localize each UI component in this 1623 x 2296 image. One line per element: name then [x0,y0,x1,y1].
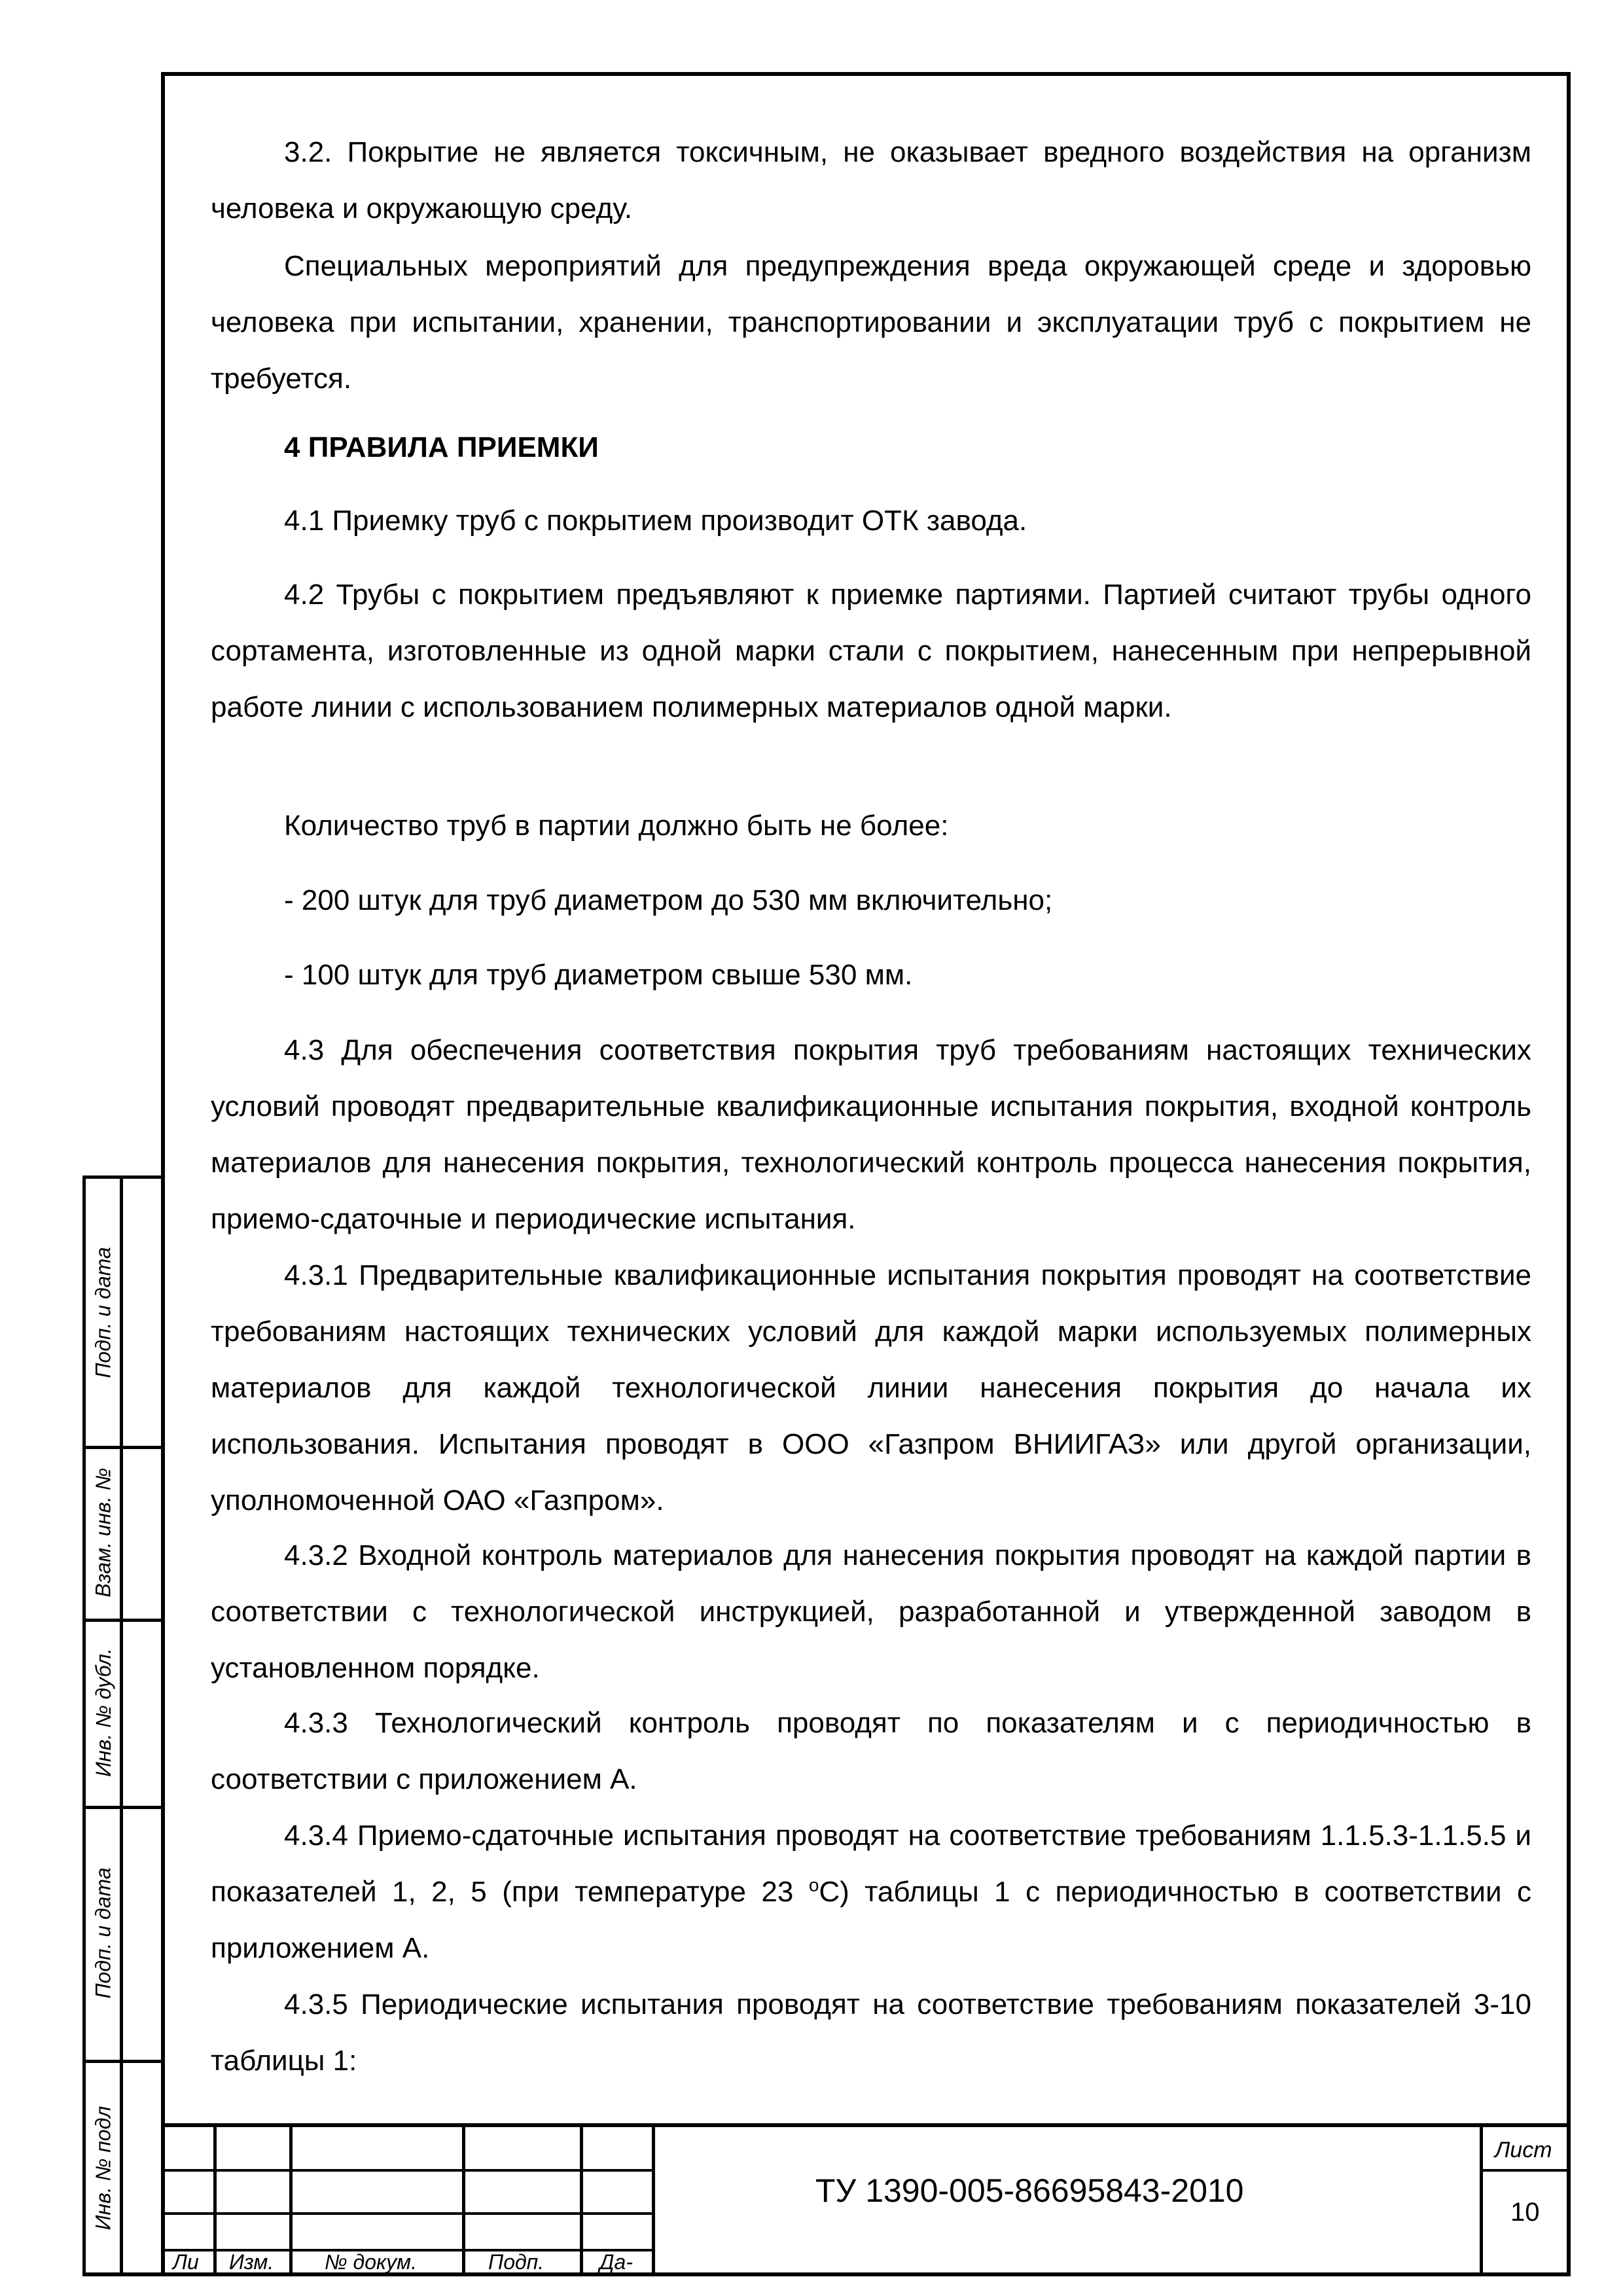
side-label-vzam-inv: Взам. инв. № [91,1467,115,1597]
title-block-vline [652,2127,655,2276]
title-block-vline [580,2127,583,2276]
paragraph-text: 4.3.4 Приемо-сдаточные испытания проводят на соответствие требованиям 1.1.5.3-1.1.5.5 и показателей 1, 2, 5 (при температуре 23 [211,1820,1531,1908]
title-block-vline [1480,2127,1483,2276]
paragraph [211,1808,1531,1977]
paragraph: 4.2 Трубы с покрытием предъявляют к приемке партиями. Партией считают трубы одного сортамента, изготовленные из одной марки стали с покрытием, нанесенным при непрерывной работе линии с использованием полимерных материалов одной марки. [211,579,1531,723]
side-label-inv-dubl: Инв. № дубл. [91,1647,115,1777]
paragraph: 4.1 Приемку труб с покрытием производит ОТК завода. [284,505,1027,537]
title-block-hline [161,2212,652,2215]
stamp-col-podp: Подп. [488,2250,544,2274]
degree-sign: о [808,1874,819,1895]
side-stamp-divider [120,1179,123,2272]
title-block-vline [289,2127,293,2276]
title-block-vline [462,2127,465,2276]
list-item: - 100 штук для труб диаметром свыше 530 мм. [284,959,913,991]
paragraph: 4.3.3 Технологический контроль проводят по показателям и с периодичностью в соответствии с приложением А. [211,1707,1531,1795]
side-label-podp-data-upper: Подп. и дата [91,1246,115,1378]
stamp-col-da: Да- [599,2250,633,2274]
sheet-label: Лист [1495,2138,1552,2162]
stamp-col-li: Ли [173,2250,199,2274]
paragraph: 3.2. Покрытие не является токсичным, не оказывает вредного воздействия на организм человека и окружающую среду. [211,136,1531,224]
paragraph: 4.3.5 Периодические испытания проводят на соответствие требованиям показателей 3-10 таблицы 1: [211,1988,1531,2077]
stamp-col-izm: Изм. [229,2250,274,2274]
side-label-inv-podl: Инв. № подл [91,2106,115,2230]
paragraph: 4.3 Для обеспечения соответствия покрытия труб требованиям настоящих технических условий проводят предварительные квалификационные испытания покрытия, входной контроль материалов для нанесения покрытия, технологический контроль процесса нанесения покрытия, приемо-сдаточные и периодические испытания. [211,1034,1531,1235]
side-stamp [82,1175,161,2276]
sheet-number: 10 [1510,2198,1540,2227]
list-item: - 200 штук для труб диаметром до 530 мм включительно; [284,884,1053,916]
title-block-hline [1480,2169,1571,2172]
paragraph: Количество труб в партии должно быть не более: [284,810,949,842]
title-block-vline [213,2127,217,2276]
paragraph: Специальных мероприятий для предупреждения вреда окружающей среде и здоровью человека при испытании, хранении, транспортировании и эксплуатации труб с покрытием не требуется. [211,250,1531,395]
section-heading: 4 ПРАВИЛА ПРИЕМКИ [284,431,599,463]
side-label-podp-data-lower: Подп. и дата [91,1867,115,1999]
title-block [161,2123,1571,2276]
paragraph: 4.3.2 Входной контроль материалов для нанесения покрытия проводят на каждой партии в соответствии с технологической инструкцией, разработанной и утвержденной заводом в установленном порядке. [211,1539,1531,1684]
title-block-hline [161,2169,652,2172]
paragraph: 4.3.1 Предварительные квалификационные испытания покрытия проводят на соответствие требованиям настоящих технических условий для каждой марки используемых полимерных материалов для каждой технологической линии нанесения покрытия до начала их использования. Испытания проводят в ООО «Газпром ВНИИГАЗ» или другой организации, уполномоченной ОАО «Газпром». [211,1259,1531,1516]
stamp-col-dokum: № докум. [325,2250,417,2274]
paragraph-text: С) таблицы 1 с периодичностью в соответствии с приложением А. [211,1876,1531,1964]
document-code: ТУ 1390-005-86695843-2010 [815,2172,1244,2209]
